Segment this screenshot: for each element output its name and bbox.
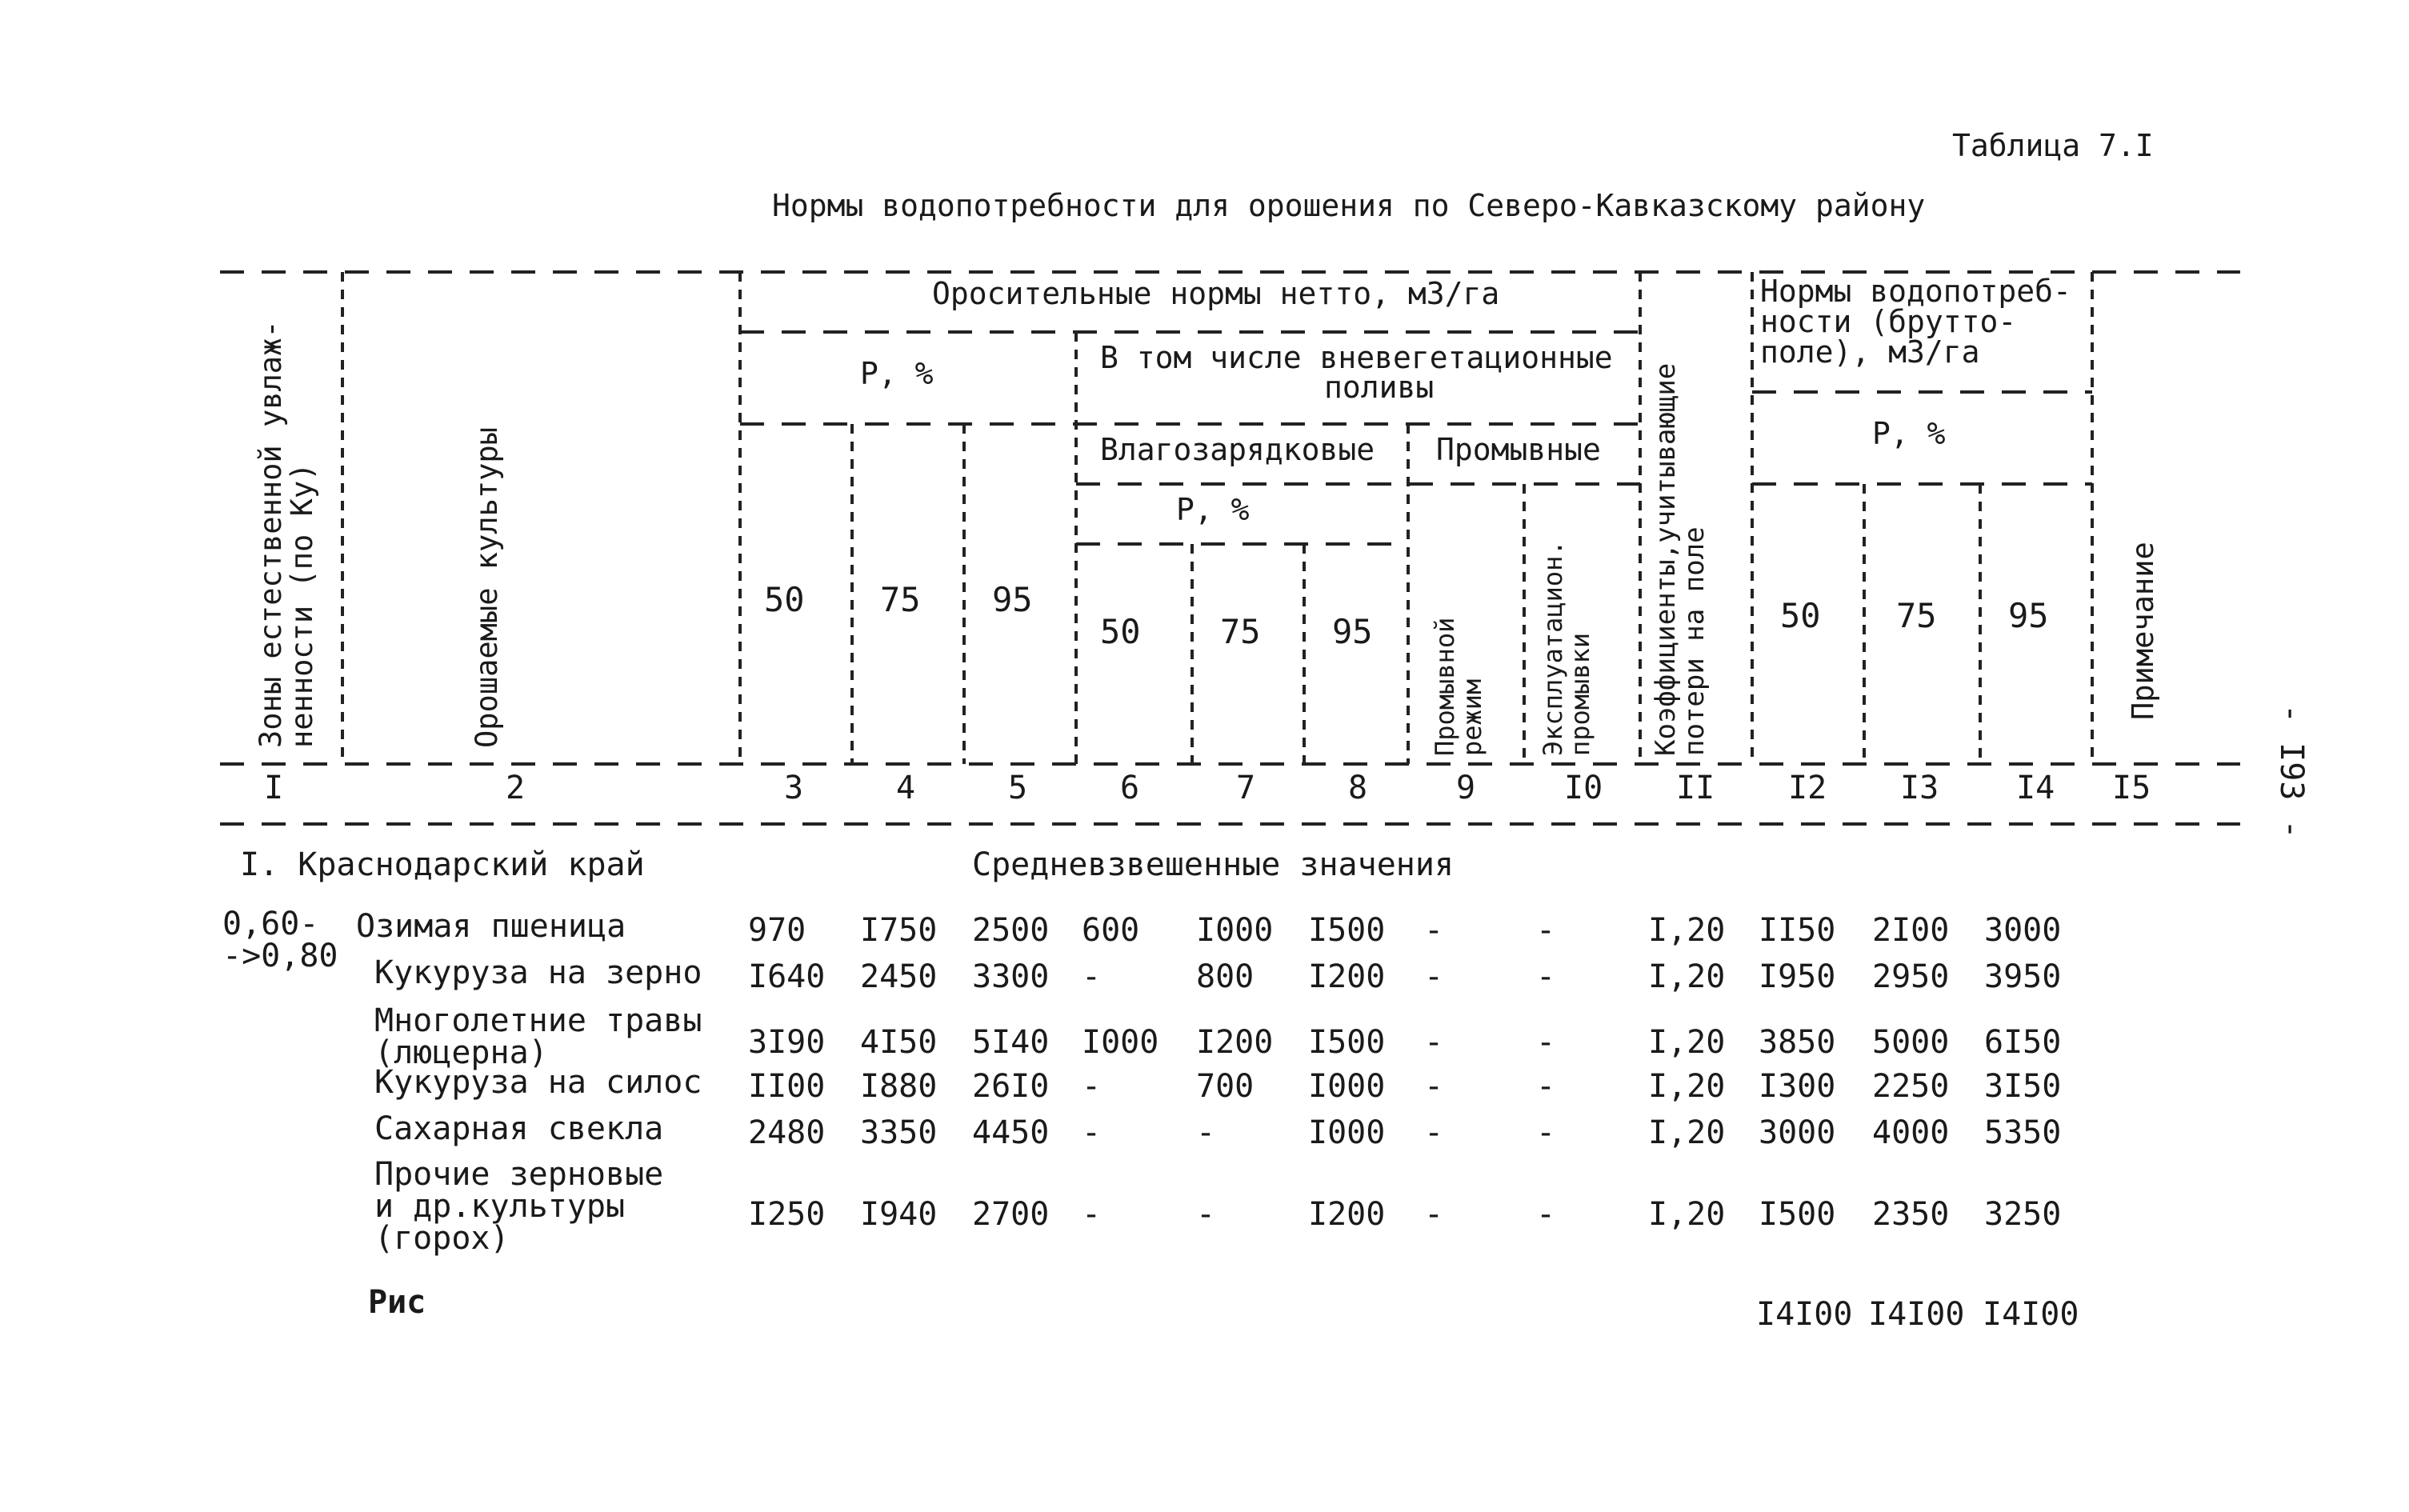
cell-c7: -: [1196, 1114, 1216, 1151]
cell-c13: 5000: [1872, 1024, 1950, 1061]
cell-c13: 2350: [1872, 1196, 1950, 1233]
p-header-75: 75: [880, 580, 921, 619]
cell-c4: 4I50: [860, 1024, 938, 1061]
cell-c6: 600: [1082, 912, 1140, 949]
rice-c13: I4I00: [1868, 1296, 1965, 1333]
cell-c7: 800: [1196, 958, 1255, 995]
cell-c3: 970: [748, 912, 806, 949]
weighted-label: Средневзвешенные значения: [972, 846, 1455, 883]
region-label: I. Краснодарский край: [240, 846, 645, 883]
p-moist-header-95: 95: [1332, 612, 1373, 651]
cell-c14: 3I50: [1984, 1068, 2062, 1105]
header-moisture: Влагозарядковые: [1100, 432, 1375, 467]
col-num-9: 9: [1456, 770, 1476, 806]
cell-c10: -: [1536, 958, 1556, 995]
cell-c11: I,20: [1648, 912, 1726, 949]
col-num-1: I: [264, 770, 284, 806]
zone-value: 0,60- ->0,80: [222, 906, 338, 974]
rice-c14: I4I00: [1983, 1296, 2079, 1333]
cell-c13: 2I00: [1872, 912, 1950, 949]
col-num-11: II: [1676, 770, 1715, 806]
cell-c4: 3350: [860, 1114, 938, 1151]
crop-name: Кукуруза на зерно: [374, 954, 702, 991]
col-num-13: I3: [1900, 770, 1939, 806]
cell-c8: I200: [1308, 1196, 1386, 1233]
p-header-50: 50: [764, 580, 805, 619]
crop-name: Кукуруза на силос: [374, 1064, 702, 1101]
header-including-2: поливы: [1324, 370, 1435, 405]
cell-c5: 2700: [972, 1196, 1050, 1233]
col-num-14: I4: [2016, 770, 2055, 806]
header-net-norms: Оросительные нормы нетто, м3/га: [932, 276, 1500, 311]
col-num-8: 8: [1348, 770, 1368, 806]
header-operational-flush: Эксплуатацион. промывки: [1538, 540, 1595, 756]
cell-c12: II50: [1759, 912, 1836, 949]
p-moist-header-75: 75: [1220, 612, 1261, 651]
cell-c6: -: [1082, 1196, 1102, 1233]
cell-c11: I,20: [1648, 958, 1726, 995]
cell-c3: 2480: [748, 1114, 826, 1151]
cell-c7: -: [1196, 1196, 1216, 1233]
col-num-5: 5: [1008, 770, 1028, 806]
col-num-3: 3: [784, 770, 804, 806]
header-note: Примечание: [2126, 542, 2160, 720]
rice-c12: I4I00: [1756, 1296, 1853, 1333]
cell-c11: I,20: [1648, 1114, 1726, 1151]
header-flushing: Промывные: [1436, 432, 1601, 467]
cell-c4: 2450: [860, 958, 938, 995]
header-including: В том числе вневегетационные: [1100, 340, 1613, 375]
cell-c3: I250: [748, 1196, 826, 1233]
header-flush-regime: Промывной режим: [1430, 617, 1487, 756]
cell-c3: I640: [748, 958, 826, 995]
cell-c5: 4450: [972, 1114, 1050, 1151]
col-num-6: 6: [1120, 770, 1140, 806]
cell-c10: -: [1536, 1196, 1556, 1233]
cell-c5: 2500: [972, 912, 1050, 949]
cell-c13: 2250: [1872, 1068, 1950, 1105]
cell-c10: -: [1536, 1024, 1556, 1061]
cell-c7: I000: [1196, 912, 1274, 949]
cell-c6: I000: [1082, 1024, 1159, 1061]
cell-c6: -: [1082, 958, 1102, 995]
cell-c14: 5350: [1984, 1114, 2062, 1151]
p-gross-header-95: 95: [2008, 596, 2049, 635]
cell-c14: 3000: [1984, 912, 2062, 949]
col-num-2: 2: [506, 770, 526, 806]
cell-c14: 6I50: [1984, 1024, 2062, 1061]
crop-name: Сахарная свекла: [374, 1110, 664, 1147]
cell-c7: I200: [1196, 1024, 1274, 1061]
col-num-7: 7: [1236, 770, 1256, 806]
cell-c12: I300: [1759, 1068, 1836, 1105]
p-moist-header-50: 50: [1100, 612, 1141, 651]
cell-c9: -: [1424, 958, 1444, 995]
cell-c10: -: [1536, 1068, 1556, 1105]
table-label: Таблица 7.I: [1952, 128, 2154, 163]
cell-c4: I750: [860, 912, 938, 949]
p-gross-header-50: 50: [1780, 596, 1821, 635]
header-p-percent-3: Р, %: [1872, 416, 1946, 451]
col-num-4: 4: [896, 770, 916, 806]
cell-c8: I500: [1308, 912, 1386, 949]
header-zones: Зоны естественной увлаж- ненности (по Ку): [254, 320, 319, 748]
header-gross-norms: Нормы водопотреб- ности (брутто- поле), м3/га: [1760, 274, 2071, 370]
cell-c12: I500: [1759, 1196, 1836, 1233]
cell-c8: I000: [1308, 1114, 1386, 1151]
cell-c9: -: [1424, 1024, 1444, 1061]
crop-name: Озимая пшеница: [356, 908, 626, 945]
cell-c9: -: [1424, 912, 1444, 949]
header-p-percent-2: Р, %: [1176, 492, 1250, 527]
page-number: - I93 -: [2273, 704, 2310, 839]
cell-c11: I,20: [1648, 1024, 1726, 1061]
cell-c12: 3000: [1759, 1114, 1836, 1151]
cell-c5: 26I0: [972, 1068, 1050, 1105]
cell-c6: -: [1082, 1114, 1102, 1151]
cell-c9: -: [1424, 1068, 1444, 1105]
cell-c5: 5I40: [972, 1024, 1050, 1061]
cell-c14: 3950: [1984, 958, 2062, 995]
crop-name: Многолетние травы (люцерна): [374, 1002, 702, 1071]
cell-c3: II00: [748, 1068, 826, 1105]
cell-c13: 2950: [1872, 958, 1950, 995]
header-p-percent: Р, %: [860, 356, 934, 391]
cell-c5: 3300: [972, 958, 1050, 995]
rice-crop: Рис: [368, 1284, 426, 1321]
cell-c7: 700: [1196, 1068, 1255, 1105]
cell-c4: I940: [860, 1196, 938, 1233]
cell-c10: -: [1536, 912, 1556, 949]
p-gross-header-75: 75: [1896, 596, 1937, 635]
col-num-12: I2: [1788, 770, 1827, 806]
cell-c6: -: [1082, 1068, 1102, 1105]
cell-c12: 3850: [1759, 1024, 1836, 1061]
cell-c11: I,20: [1648, 1068, 1726, 1105]
cell-c8: I500: [1308, 1024, 1386, 1061]
crop-name: Прочие зерновые и др.культуры (горох): [374, 1156, 664, 1257]
cell-c8: I000: [1308, 1068, 1386, 1105]
header-crops: Орошаемые культуры: [470, 427, 504, 748]
cell-c11: I,20: [1648, 1196, 1726, 1233]
cell-c9: -: [1424, 1196, 1444, 1233]
table-title: Нормы водопотребности для орошения по Северо-Кавказскому району: [772, 188, 1926, 223]
cell-c3: 3I90: [748, 1024, 826, 1061]
header-coefficients: Коэффициенты,учитывающие потери на поле: [1650, 362, 1711, 756]
cell-c8: I200: [1308, 958, 1386, 995]
col-num-10: I0: [1564, 770, 1603, 806]
cell-c4: I880: [860, 1068, 938, 1105]
p-header-95: 95: [992, 580, 1033, 619]
cell-c9: -: [1424, 1114, 1444, 1151]
cell-c12: I950: [1759, 958, 1836, 995]
cell-c10: -: [1536, 1114, 1556, 1151]
col-num-15: I5: [2112, 770, 2151, 806]
cell-c14: 3250: [1984, 1196, 2062, 1233]
cell-c13: 4000: [1872, 1114, 1950, 1151]
